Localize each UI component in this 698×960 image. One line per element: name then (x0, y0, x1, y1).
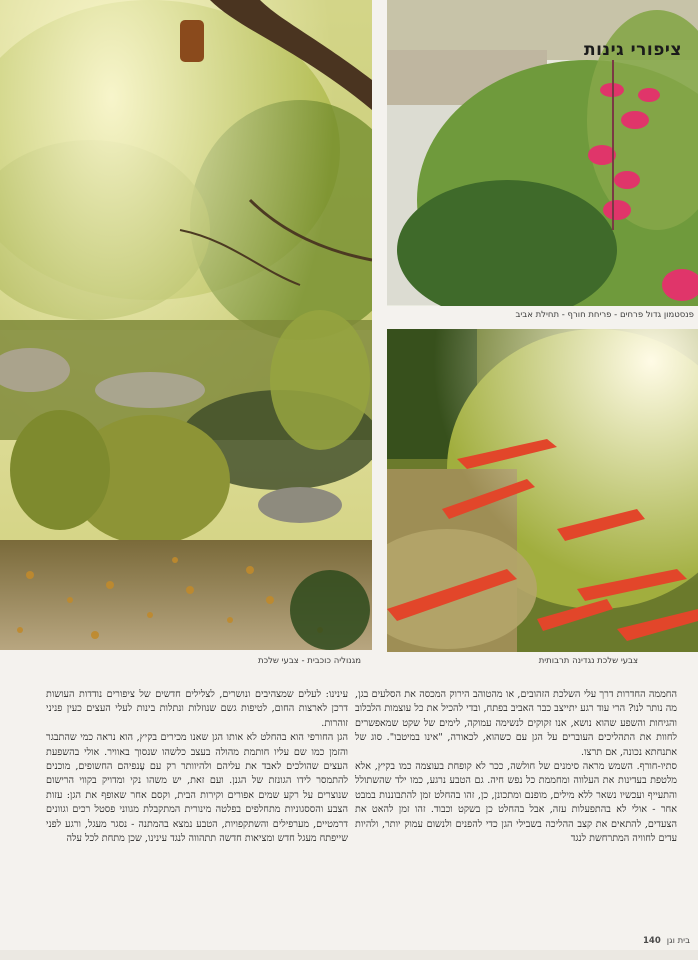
paragraph: הגן החורפי הוא בהחלט לא אותו הגן שאנו מכירים בקיץ, הוא נראה כמי שהתבגר והזמן כמו שם עליו חותמת מהולה בעצב כלשהו שנסוך באוויר. אולי בהשפעת העצים שהולכים לאבד את עליהם ולהיוותר רק עם עָנפיהם החשופים, מוכנים להתמסר לידו הגונזת של הגנן. ועם זאת, יש משהו נקי ומדויק בקווי הרישום שנוצרים על רקע שמים אפורים וקירות הבית, וקסם אחר שאופף את הגן: עזות הצבע והססגוניות מתחלפים בפלטה מינורית המתקבלת מגווני פסטל רכים וגוונים דרמטיים, מערפילים והשתקפויות, הטבע נמצא בהמתנה - נסגר מעגל, ורגע לפני שייפתח מעגל חדש ומציאות חדשה תתהווה לנגד עינינו, שכן מתחת לכל עלה (46, 732, 348, 845)
page-footer (643, 936, 690, 946)
article-column-left (46, 688, 348, 846)
page-number: 140 (643, 936, 661, 946)
caption-magnolia: מגנוליה כוכבית - צבעי שלכת (258, 656, 361, 666)
caption-penstemon: פנסטמון גדול פרחים - פריחת חורף - תחילת אביב (515, 310, 694, 320)
caption-nandina: צבעי שלכת נגדינה תרבותית (538, 656, 638, 666)
photo-nandina-autumn (387, 329, 698, 652)
paragraph: עינינו: לעלים שמצהיבים ונושרים, לצלילים חדשים של ציפורים נודדות העושות דרכן לארצות החום, לטיפות גשם שנוזלות ונתלות בינות לעלי העצים כעין פניני זוהרות. (46, 689, 348, 729)
article-column-right (355, 688, 677, 846)
section-title: ציפורי גינות (583, 40, 682, 60)
magazine-name: בית וגן (666, 936, 690, 946)
paragraph: סתיו-חורף. השמש מראה סימנים של חולשה, ככר לא קופחת בעוצמה כמו בקיץ, אלא מלטפת בעדינות את העלווה ומחממת כל נפש חיה. גם הטבע נרגע, כמו ילד שהשתולל והתעייף ועכשיו נשאר ללא מילים, מופנם ומתכונן, כן, זהו בהחלט זמן להתבוננות במבט אחר - אולי לא בהתפעלות עזה, אבל בהחלט כן בשקט וכבוד. זהו זמן להאט את הצעדים, להתאים את קצב ההליכה בשבילי הגן כדי להפנים ולנשום עמוק יותר, ולהיות עדים לחוויה המתרחשת לנגד (355, 761, 677, 845)
page-bottom-strip (0, 950, 698, 960)
paragraph: החממה החדרות דרך עלי השלכת הזהובים, או מהטוהב הירוק המכסה את הסלעים בגן, מה נותר לנו? הרי עוד רגע יתייצב כבר האביב בפתח, ובדי להכיל את כל עוצמות הלבלוב והגיחות והשפע שהוא נושא, אנו זקוקים לנשימה עמוקה, לימים של שקט שמאפשרים לחוות את התהליכים העוברים על הגן עם כשהוא, לכאורה, "אינו במיטבו". סוג של אתנחתא נכונה, אם תרצו. (355, 689, 677, 758)
photo-magnolia-autumn (0, 0, 372, 650)
